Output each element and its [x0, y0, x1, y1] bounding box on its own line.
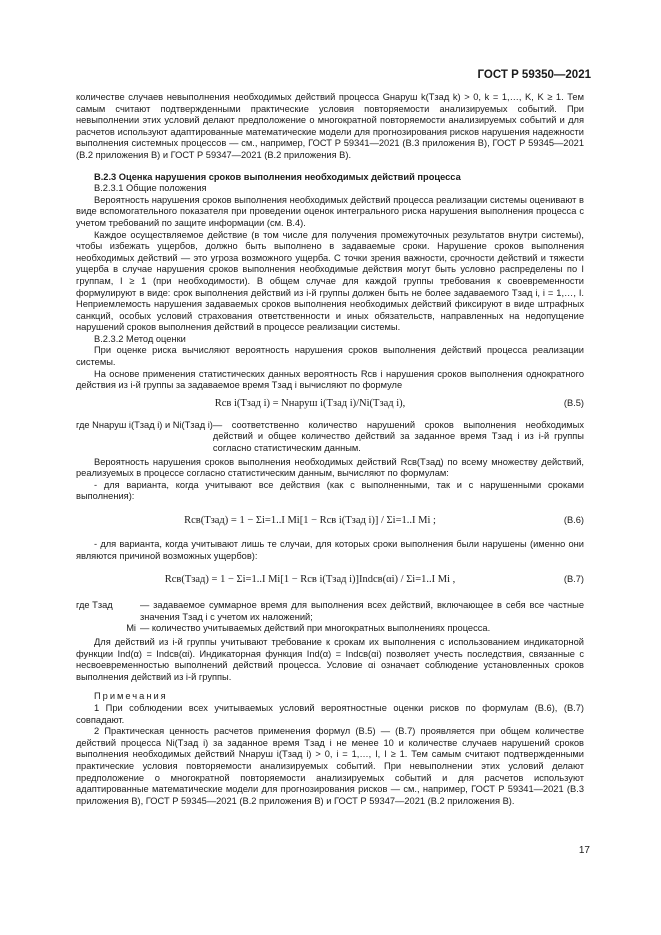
- paragraph-8: Для действий из i-й группы учитывают требование к срокам их выполнения с использованием индикаторной функции Ind(α) = Indсв(αi). Индикаторная функция Ind(α) = Indсв(αi) позволяет учесть последствия, связанные с несвоевременностью выполнений действий процесса. Условие αi означает соблюдение установленных сроков выполнения действий из i-й группы.: [76, 636, 584, 682]
- def-b7b-label: Mi: [126, 623, 136, 634]
- formula-b7-text: Rсв(Tзад) = 1 − Σi=1..I Mi[1 − Rсв i(Tзад i)]Indсв(αi) / Σi=1..I Mi ,: [164, 574, 456, 586]
- def-b5-label: где Nнаруш i(Tзад i) и Ni(Tзад i): [76, 419, 213, 430]
- paragraph-6: - для варианта, когда учитывают все действия (как с выполненными, так и с нарушенными сроками выполнения):: [76, 479, 584, 502]
- formula-b6-text: Rсв(Tзад) = 1 − Σi=1..I Mi[1 − Rсв i(Tзад i)] / Σi=1..I Mi ;: [184, 515, 436, 526]
- page-number: 17: [578, 845, 590, 856]
- formula-b5-text: Rсв i(Tзад i) = Nнаруш i(Tзад i)/Ni(Tзад i),: [214, 397, 406, 409]
- paragraph-intro: количестве случаев невыполнения необходимых действий процесса Gнаруш k(Tзад k) > 0, k = 1,…, K, K ≥ 1. Тем самым считают подтвержденными практические условия повторяемости анализируемых событий. При невыполнении этих условий делают предположение о многократной повторяемости анализируемых событий и для расчетов используют адаптированные математические модели для прогнозирования рисков нарушения надежности выполнения системных процессов — см., например, ГОСТ Р 59341—2021 (В.3 приложения В), ГОСТ Р 59345—2021 (В.2 приложения В) и ГОСТ Р 59347—2021 (В.2 приложения В).: [76, 92, 584, 160]
- formula-b7-number: (В.7): [563, 574, 584, 585]
- formula-b6: [76, 503, 584, 539]
- document-body: [76, 92, 584, 807]
- formula-b5: [76, 392, 584, 418]
- section-title: В.2.3 Оценка нарушения сроков выполнения необходимых действий процесса: [94, 171, 461, 182]
- note-1: 1 При соблюдении всех учитываемых условий вероятностные оценки рисков по формулам (В.6), (В.7) совпадают.: [76, 702, 584, 725]
- subsection-1: В.2.3.1 Общие положения: [94, 183, 207, 194]
- note-2: 2 Практическая ценность расчетов применения формул (В.5) — (В.7) проявляется при общем количестве действий процесса Ni(Tзад i) за заданное время Tзад i не менее 10 и количестве случаев нарушений сроков выполнения необходимых действий Nнаруш i(Tзад i) > 0, i = 1,…, I, I ≥ 1. Тем самым считают подтвержденными практические условия повторяемости анализируемых событий. При невыполнении этих условий делают предположение о многократной повторяемости анализируемых событий и для расчетов используют адаптированные математические модели для прогнозирования рисков — см., например, ГОСТ Р 59341—2021 (В.3 приложения В), ГОСТ Р 59345—2021 (В.2 приложения В) и ГОСТ Р 59347—2021 (В.2 приложения В).: [76, 726, 584, 806]
- paragraph-4: На основе применения статистических данных вероятность Rсв i нарушения сроков выполнения однократного действия из i-й группы за задаваемое время Tзад i вычисляют по формуле: [76, 368, 584, 391]
- formula-b6-number: (В.6): [563, 515, 584, 525]
- def-b7a-label: где Tзад: [76, 600, 113, 611]
- paragraph-7: - для варианта, когда учитывают лишь те случаи, для которых сроки выполнения были нарушены (именно они являются причиной возможных ущербов):: [76, 539, 584, 561]
- def-b7b-text: — количество учитываемых действий при многократных выполнениях процесса.: [140, 623, 491, 634]
- doc-header: ГОСТ Р 59350—2021: [477, 69, 591, 81]
- def-b5-text: — соответственно количество нарушений сроков выполнения необходимых действий и общее количество действий за заданное время Tзад i из i-й группы согласно статистическим данным.: [212, 419, 584, 454]
- definitions-b7: [76, 600, 584, 635]
- def-b7a-text: — задаваемое суммарное время для выполнения всех действий, включающее в себя все частные значения Tзад i с учетом их наложений;: [140, 600, 584, 622]
- formula-b5-number: (В.5): [563, 397, 584, 408]
- definitions-b5: [76, 420, 584, 455]
- notes-heading: Примечания: [94, 691, 168, 702]
- paragraph-1: Вероятность нарушения сроков выполнения необходимых действий процесса реализации системы оценивают в виде вспомогательного показателя при проведении оценок интегрального риска нарушения выполнения процесса с учетом требований по защите информации (см. В.4).: [76, 194, 584, 228]
- paragraph-3: При оценке риска вычисляют вероятность нарушения сроков выполнения действий процесса реализации системы.: [76, 345, 584, 368]
- subsection-2: В.2.3.2 Метод оценки: [94, 333, 186, 344]
- paragraph-2: Каждое осуществляемое действие (в том числе для получения промежуточных результатов внутри системы), чтобы избежать ущербов, должно быть выполнено в задаваемые сроки. Нарушение сроков выполнения необходимых действий — это угроза возможного ущерба. С точки зрения важности, срочности действий и тяжести ущерба в случае нарушения сроков выполнения необходимые действия могут быть условно распределены по I группам, I ≥ 1 (при необходимости). В общем случае для каждой группы требования к своевременности формулируют в виде: срок выполнения действий из i-й группы должен быть не более задаваемого Tзад i, i = 1,…, I. Неприемлемость нарушения задаваемых сроков выполнения необходимых действий фиксируют в виде штрафных санкций, особых условий страхования ответственности и иных обязательств, направленных на недопущение нарушений сроков выполнения действий в процессе реализации системы.: [76, 229, 584, 333]
- formula-b7: [76, 562, 584, 598]
- paragraph-5: Вероятность нарушения сроков выполнения необходимых действий Rсв(Tзад) по всему множеству действий, реализуемых в процессе согласно статистическим данным, вычисляют по формулам:: [76, 456, 584, 479]
